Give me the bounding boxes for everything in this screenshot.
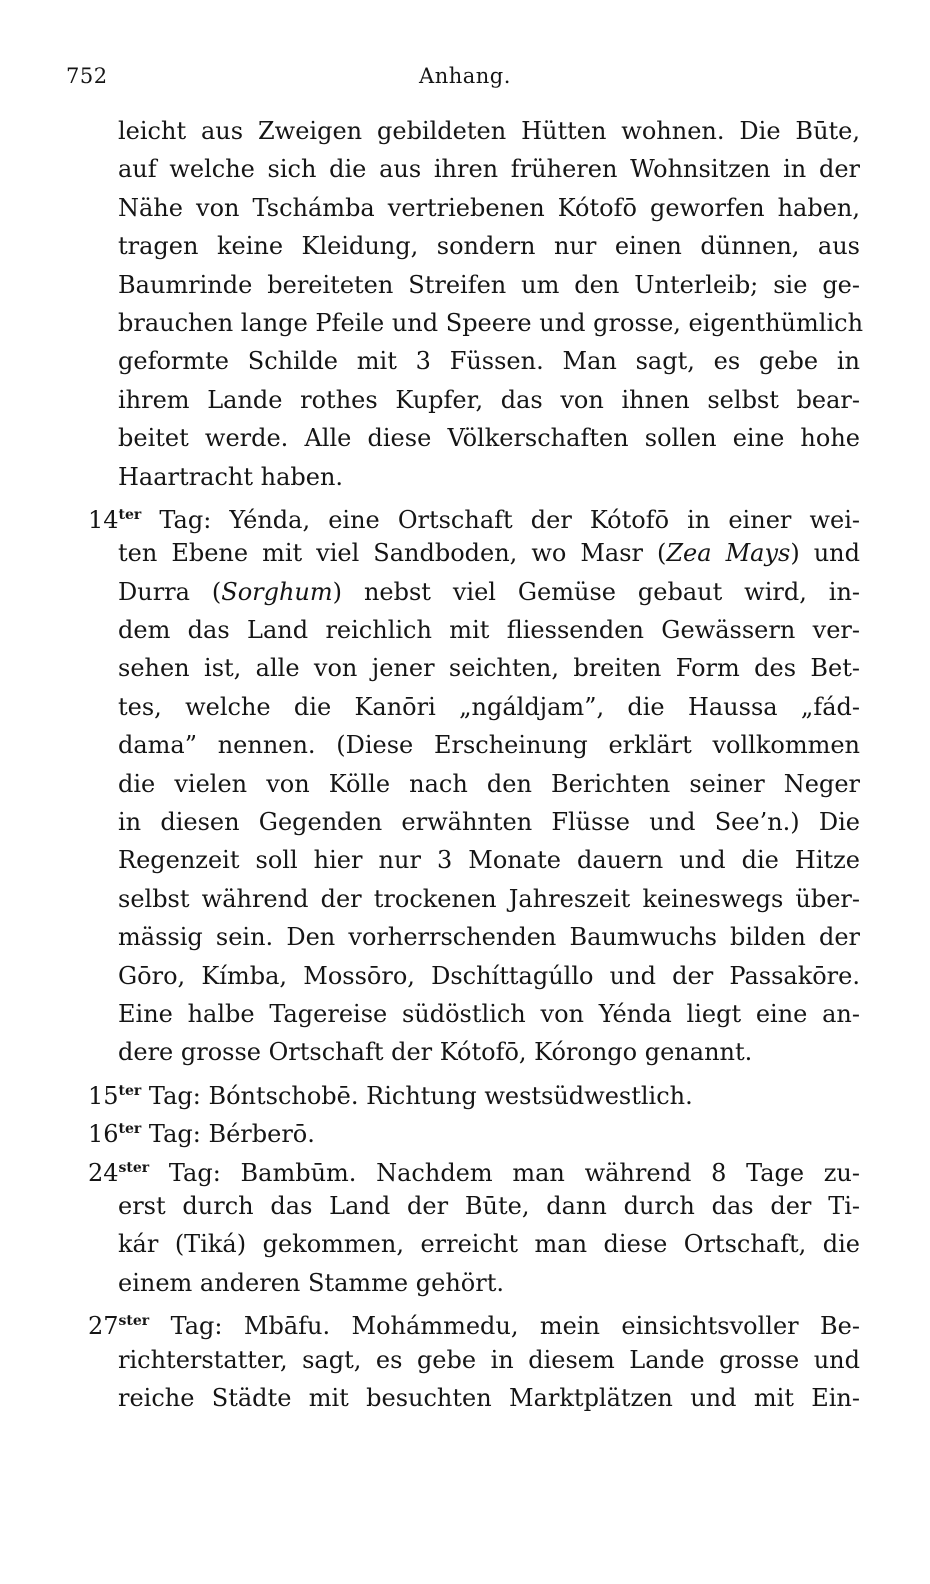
page-number: 752 [66, 64, 108, 88]
text-line [88, 1341, 860, 1379]
text-line [88, 227, 860, 265]
text-line [88, 1187, 860, 1225]
text-line [88, 112, 860, 150]
day-number: 27 [88, 1312, 119, 1341]
line-text: geformte Schilde mit 3 Füssen. Man sagt, es gebe in [118, 347, 860, 376]
line-text: Tag: Bambūm. Nachdem man während 8 Tage zu- [149, 1158, 860, 1187]
day-entry-line [88, 1149, 860, 1187]
body-text [88, 112, 864, 1417]
line-text: ten Ebene mit viel Sandboden, wo Masr (Zea Mays) und [118, 539, 860, 568]
text-line [88, 995, 860, 1033]
day-entry-line [88, 1072, 860, 1110]
line-text: beitet werde. Alle diese Völkerschaften sollen eine hohe [118, 424, 860, 453]
line-text: einem anderen Stamme gehört. [118, 1268, 504, 1297]
line-text: brauchen lange Pfeile und Speere und grosse, eigenthümlich [118, 308, 864, 337]
text-line [88, 611, 860, 649]
day-number: 24 [88, 1158, 119, 1187]
line-text: Nähe von Tschámba vertriebenen Kótofō geworfen haben, [118, 193, 860, 222]
running-head: Anhang. [419, 64, 511, 88]
text-line [88, 880, 860, 918]
day-entry-line [88, 1110, 860, 1148]
text-line [88, 342, 860, 380]
text-line [88, 726, 860, 764]
line-text: dere grosse Ortschaft der Kótofō, Kórongo genannt. [118, 1038, 753, 1067]
line-text: kár (Tiká) gekommen, erreicht man diese Ortschaft, die [118, 1230, 860, 1259]
day-entry-line [88, 1302, 860, 1340]
line-text: Eine halbe Tagereise südöstlich von Yénda liegt eine an- [118, 999, 860, 1028]
day-number: 14 [88, 505, 119, 534]
text-line [88, 304, 864, 342]
text-line [88, 1033, 860, 1071]
line-text: sehen ist, alle von jener seichten, breiten Form des Bet- [118, 654, 860, 683]
line-text: in diesen Gegenden erwähnten Flüsse und See’n.) Die [118, 808, 860, 837]
text-line [88, 1379, 860, 1417]
line-text: Tag: Mbāfu. Mohámmedu, mein einsichtsvoller Be- [149, 1312, 860, 1341]
line-text: reiche Städte mit besuchten Marktplätzen und mit Ein- [118, 1383, 860, 1412]
line-text: richterstatter, sagt, es gebe in diesem Lande grosse und [118, 1345, 860, 1374]
line-text: Tag: Yénda, eine Ortschaft der Kótofō in einer wei- [141, 505, 860, 534]
text-line [88, 1225, 860, 1263]
line-text: Regenzeit soll hier nur 3 Monate dauern und die Hitze [118, 846, 860, 875]
line-text: tragen keine Kleidung, sondern nur einen dünnen, aus [118, 232, 860, 261]
text-line [88, 649, 860, 687]
text-line [88, 534, 860, 572]
line-text: Tag: Bóntschobē. Richtung westsüdwestlich. [141, 1081, 693, 1110]
text-line [88, 458, 860, 496]
line-text: Haartracht haben. [118, 462, 344, 491]
ordinal-suffix: ter [118, 1121, 142, 1138]
text-line [88, 266, 860, 304]
text-line [88, 419, 860, 457]
line-text: tes, welche die Kanōri „ngáldjam”, die Haussa „fád- [118, 692, 860, 721]
text-line [88, 1264, 860, 1302]
ordinal-suffix: ster [118, 1159, 150, 1176]
line-text: Tag: Bérberō. [141, 1120, 315, 1149]
line-text: dama” nennen. (Diese Erscheinung erklärt vollkommen [118, 731, 860, 760]
day-number: 15 [88, 1081, 119, 1110]
line-text: leicht aus Zweigen gebildeten Hütten wohnen. Die Būte, [118, 117, 860, 145]
line-text: ihrem Lande rothes Kupfer, das von ihnen selbst bear- [118, 385, 860, 414]
line-text: erst durch das Land der Būte, dann durch das der Ti- [118, 1191, 860, 1220]
text-line [88, 957, 860, 995]
line-text: dem das Land reichlich mit fliessenden Gewässern ver- [118, 616, 860, 645]
line-text: Baumrinde bereiteten Streifen um den Unterleib; sie ge- [118, 270, 860, 299]
line-text: die vielen von Kölle nach den Berichten seiner Neger [118, 769, 860, 798]
text-line [88, 688, 860, 726]
day-number: 16 [88, 1120, 119, 1149]
text-line [88, 381, 860, 419]
text-line [88, 189, 860, 227]
line-text: Gōro, Kímba, Mossōro, Dschíttagúllo und der Passakōre. [118, 961, 860, 990]
ordinal-suffix: ster [118, 1313, 150, 1330]
line-text: auf welche sich die aus ihren früheren Wohnsitzen in der [118, 155, 860, 184]
day-entry-line [88, 496, 860, 534]
line-text: mässig sein. Den vorherrschenden Baumwuchs bilden der [118, 923, 860, 952]
text-line [88, 841, 860, 879]
ordinal-suffix: ter [118, 1082, 142, 1099]
text-line [88, 765, 860, 803]
text-line [88, 803, 860, 841]
line-text: Durra (Sorghum) nebst viel Gemüse gebaut wird, in- [118, 577, 861, 606]
ordinal-suffix: ter [118, 506, 142, 523]
text-line [88, 573, 860, 611]
line-text: selbst während der trockenen Jahreszeit keineswegs über- [118, 884, 860, 913]
text-line [88, 918, 860, 956]
text-line [88, 150, 860, 188]
